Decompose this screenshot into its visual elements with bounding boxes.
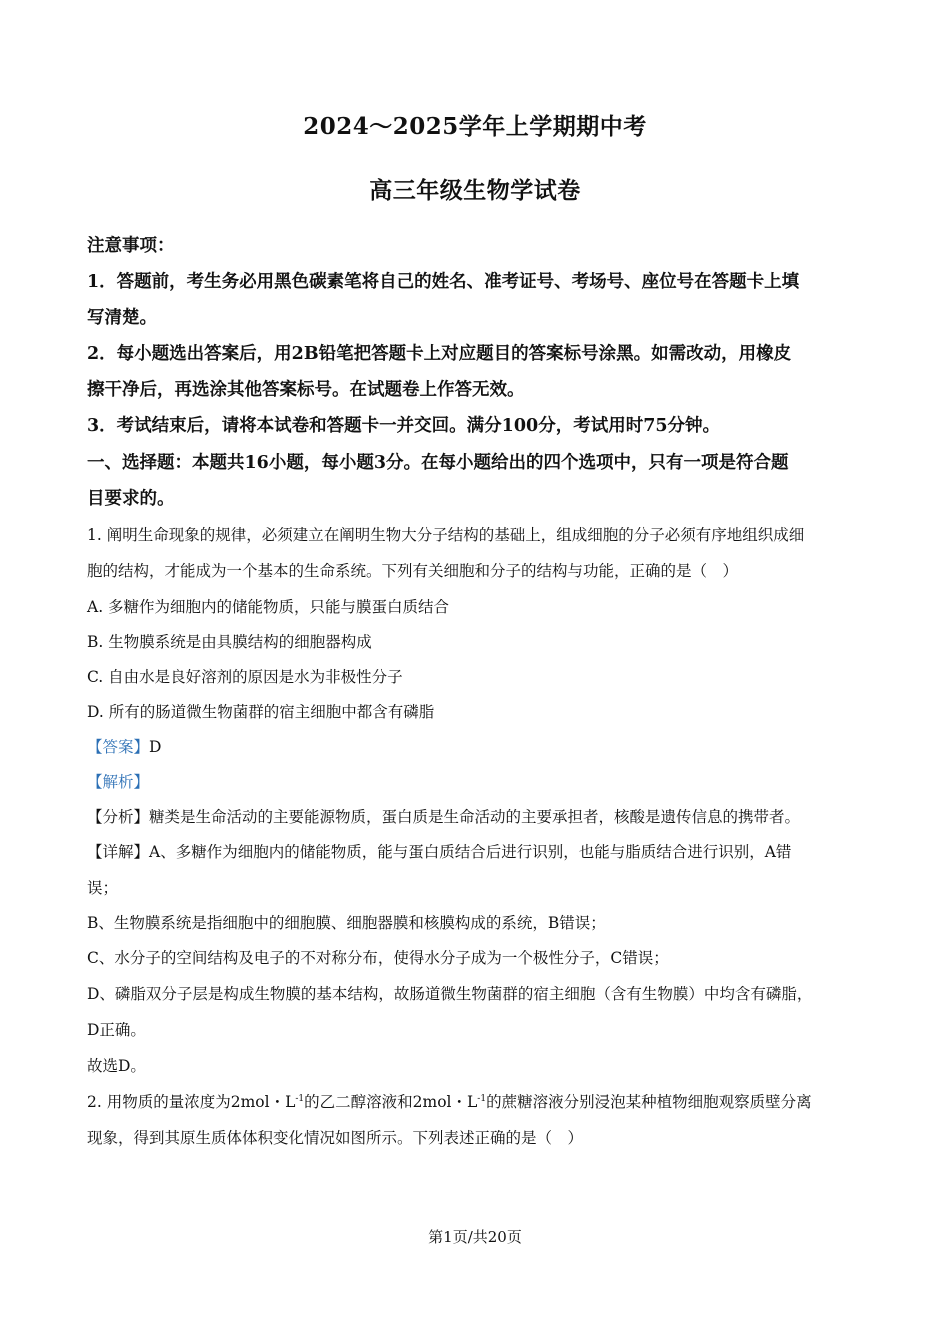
question-1-xiangjie-d-line-1: D、磷脂双分子层是构成生物膜的基本结构，故肠道微生物菌群的宿主细胞（含有生物膜）中均含有磷脂，: [87, 985, 813, 1003]
question-1-xiangjie-b: B、生物膜系统是指细胞中的细胞膜、细胞器膜和核膜构成的系统，B错误；: [87, 914, 606, 932]
q2-stem-part-2: 的乙二醇溶液和2mol・L: [304, 1093, 478, 1111]
answer-tag: 【答案】: [87, 738, 150, 756]
question-1-option-a: A. 多糖作为细胞内的储能物质，只能与膜蛋白质结合: [87, 598, 450, 616]
question-1-xiangjie-c: C、水分子的空间结构及电子的不对称分布，使得水分子成为一个极性分子，C错误；: [87, 949, 669, 967]
notice-item-2-line-1: 2．每小题选出答案后，用2B铅笔把答题卡上对应题目的答案标号涂黑。如需改动，用橡皮: [87, 344, 792, 364]
page-footer: 第1页/共20页: [428, 1228, 522, 1246]
q2-stem-part-3: 的蔗糖溶液分别浸泡某种植物细胞观察质壁分离: [486, 1093, 812, 1111]
exam-title-term: 2024～2025学年上学期期中考: [303, 113, 647, 140]
notice-heading: 注意事项：: [87, 236, 175, 256]
question-1-conclusion: 故选D。: [87, 1057, 146, 1075]
fenxi-tag: 【分析】: [87, 808, 150, 826]
analysis-tag: 【解析】: [87, 773, 150, 791]
section-heading-line-1: 一、选择题：本题共16小题，每小题3分。在每小题给出的四个选项中，只有一项是符合题: [87, 453, 789, 473]
question-2-stem-line-2: 现象，得到其原生质体体积变化情况如图所示。下列表述正确的是（ ）: [87, 1129, 584, 1147]
question-1-fenxi: [87, 805, 867, 827]
notice-item-3: 3．考试结束后，请将本试卷和答题卡一并交回。满分100分，考试用时75分钟。: [87, 416, 721, 436]
notice-item-2-line-2: 擦干净后，再选涂其他答案标号。在试题卷上作答无效。: [87, 380, 525, 400]
xiangjie-tag: 【详解】: [87, 843, 150, 861]
notice-item-1-line-1: 1．答题前，考生务必用黑色碳素笔将自己的姓名、准考证号、考场号、座位号在答题卡上填: [87, 272, 800, 292]
exam-title-subject: 高三年级生物学试卷: [369, 177, 581, 204]
question-1-xiangjie-a-line-2: 误；: [87, 879, 119, 897]
answer-value: D: [149, 738, 162, 756]
question-1-stem-line-2: 胞的结构，才能成为一个基本的生命系统。下列有关细胞和分子的结构与功能，正确的是（ ）: [87, 562, 739, 580]
question-1-option-b: B. 生物膜系统是由具膜结构的细胞器构成: [87, 633, 372, 651]
xiangjie-a-text: A、多糖作为细胞内的储能物质，能与蛋白质结合后进行识别，也能与脂质结合进行识别，A错: [149, 843, 792, 861]
q2-stem-part-1: 2. 用物质的量浓度为2mol・L: [87, 1093, 296, 1111]
q2-superscript-1: -1: [295, 1093, 305, 1104]
question-1-option-d: D. 所有的肠道微生物菌群的宿主细胞中都含有磷脂: [87, 703, 435, 721]
notice-item-1-line-2: 写清楚。: [87, 308, 157, 328]
question-1-stem-line-1: 1. 阐明生命现象的规律，必须建立在阐明生物大分子结构的基础上，组成细胞的分子必须有序地组织成细: [87, 526, 805, 544]
fenxi-text: 糖类是生命活动的主要能源物质，蛋白质是生命活动的主要承担者，核酸是遗传信息的携带者。: [149, 808, 801, 826]
question-1-answer: [87, 735, 867, 757]
section-heading-line-2: 目要求的。: [87, 489, 175, 509]
question-2-stem-line-1: [87, 1090, 867, 1112]
q2-superscript-2: -1: [477, 1093, 487, 1104]
question-1-xiangjie-a-line-1: [87, 840, 867, 862]
question-1-option-c: C. 自由水是良好溶剂的原因是水为非极性分子: [87, 668, 403, 686]
question-1-xiangjie-d-line-2: D正确。: [87, 1021, 146, 1039]
